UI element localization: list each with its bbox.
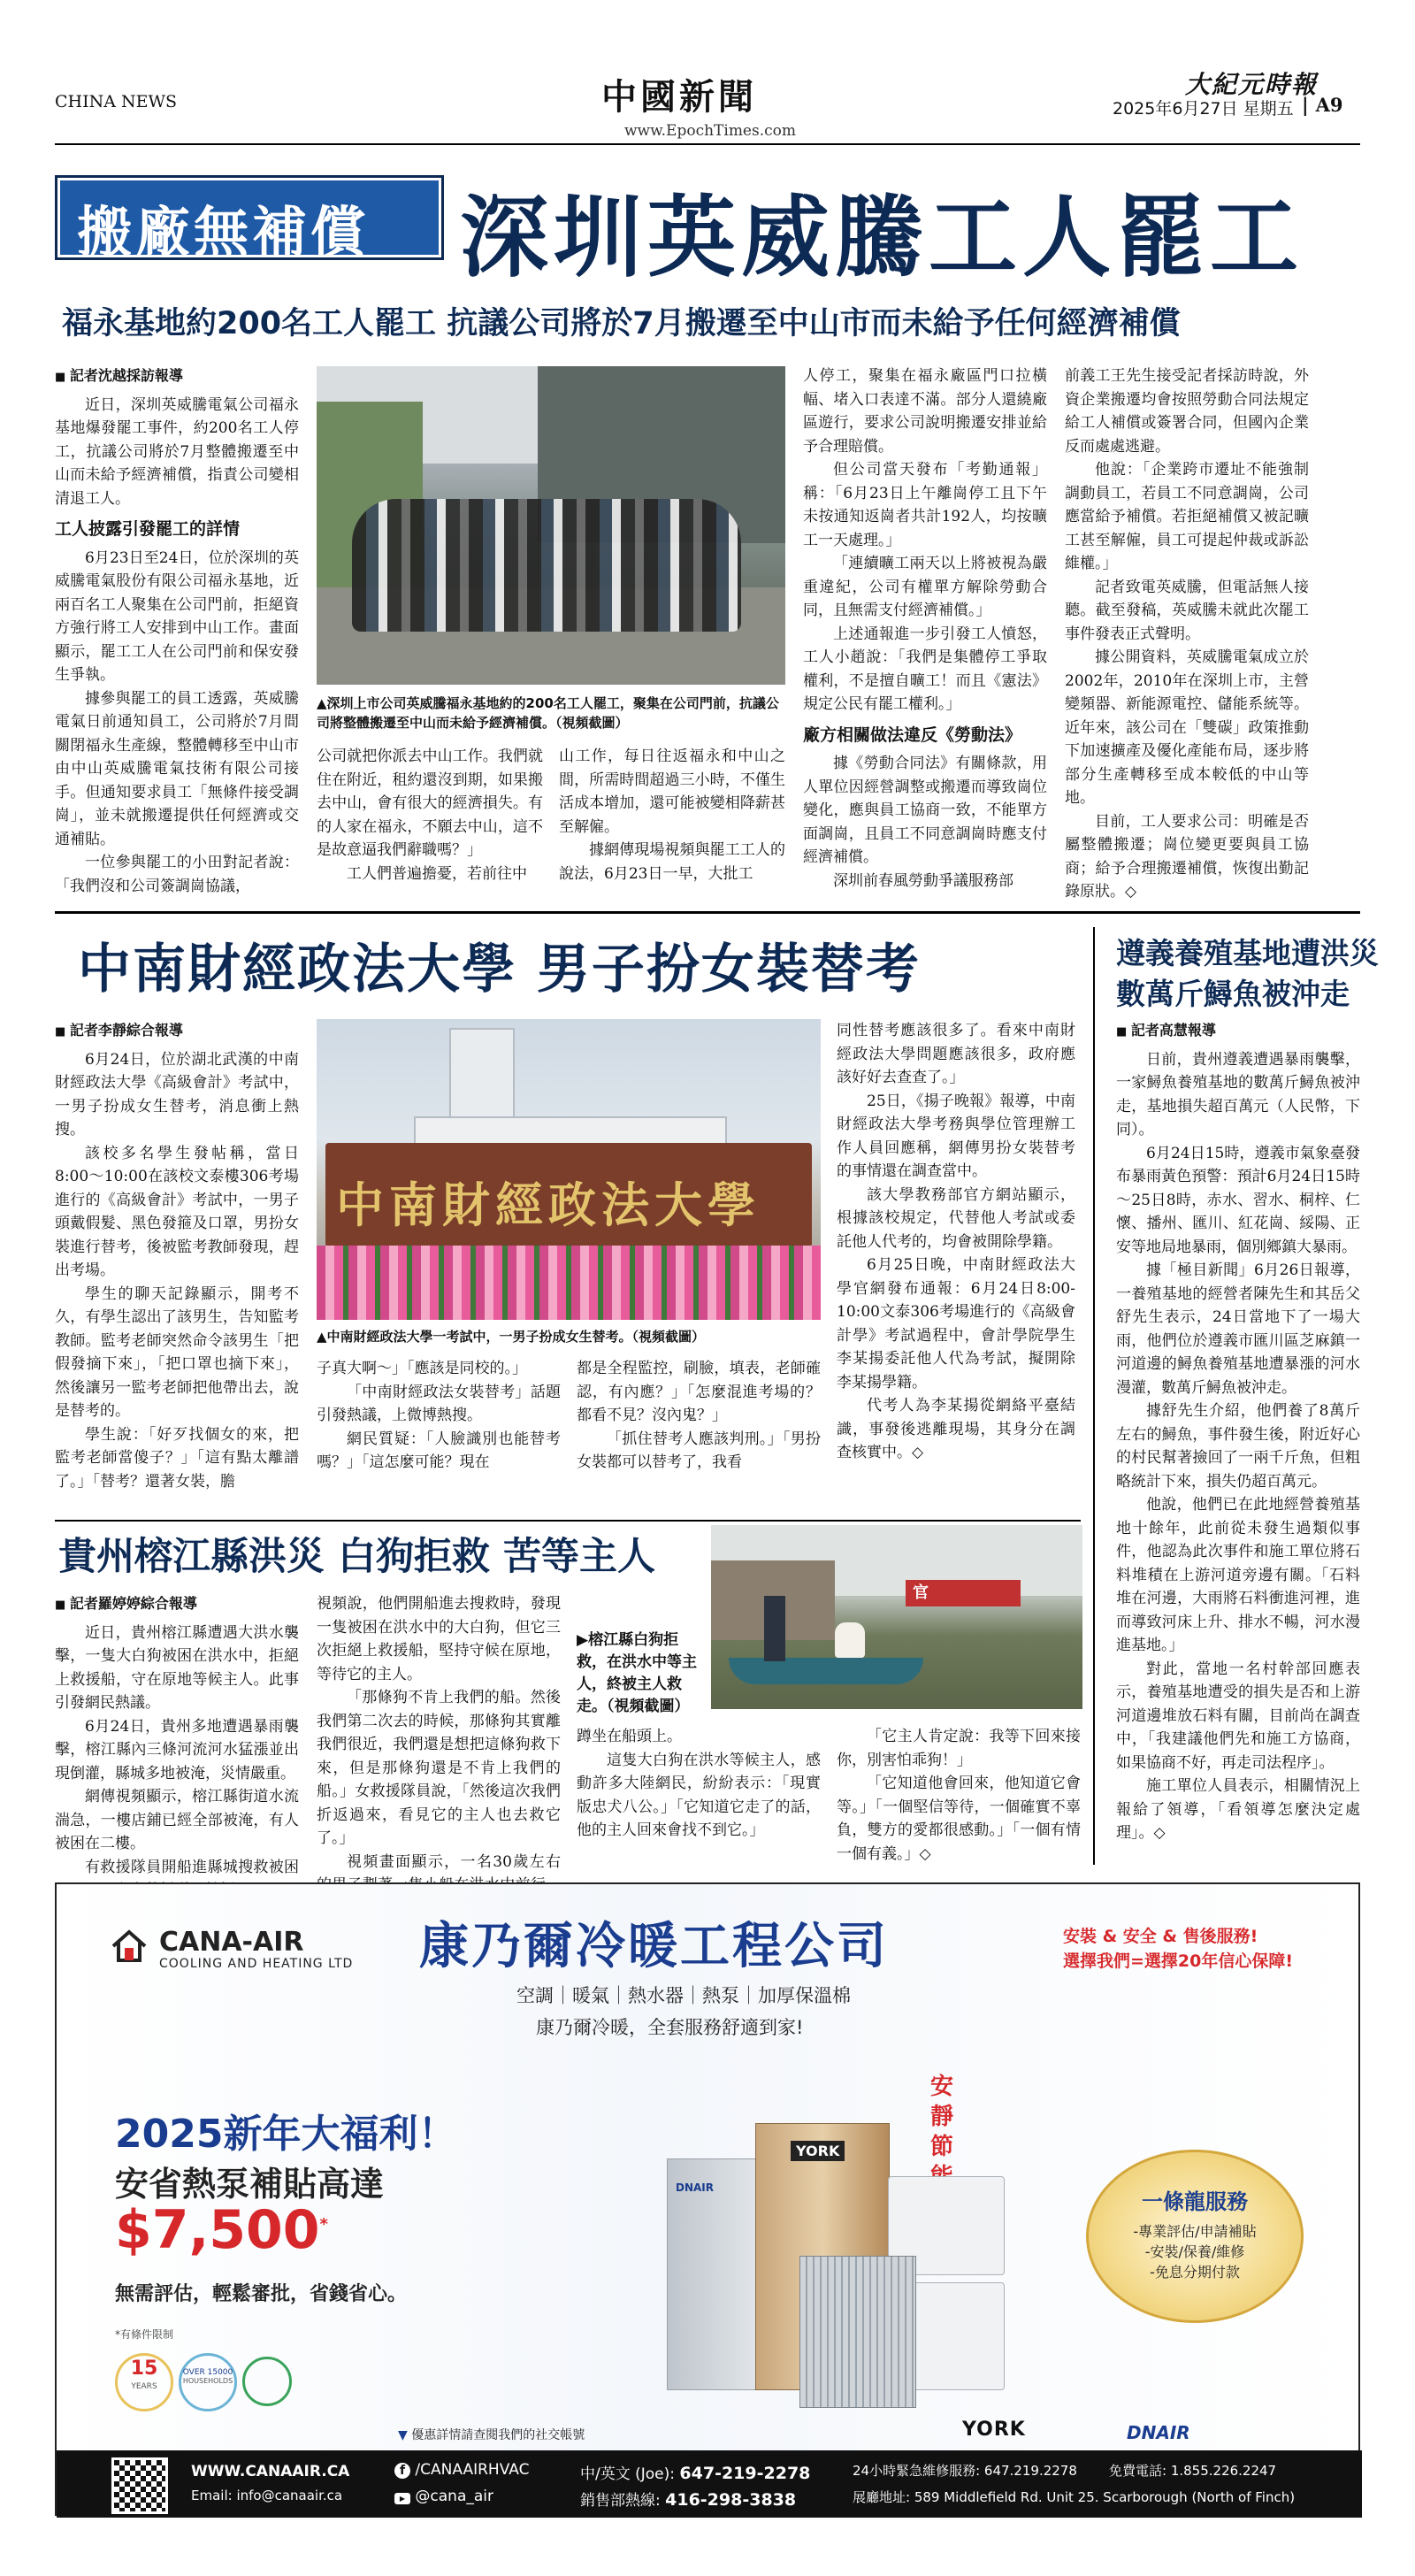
story2-column-4 <box>837 1019 1075 1506</box>
story4-column-2 <box>317 1592 561 1871</box>
promo-right-1: 安裝 & 安全 & 售後服務! <box>1063 1927 1258 1946</box>
story4-paragraph: 這隻大白狗在洪水等候主人，感動許多大陸網民，紛紛表示：「現實版忠犬八公。」「它知道它走了的話，他的主人回來會找不到它。」 <box>577 1751 821 1839</box>
story4-paragraph: 6月24日，貴州多地遭遇暴雨襲擊，榕江縣內三條河流河水猛漲並出現倒灌，縣城多地被淹，災情嚴重。 <box>55 1717 299 1782</box>
arrow-down-icon: ▼ <box>398 2428 408 2442</box>
story2-column-1 <box>55 1019 299 1506</box>
story2-column-3 <box>577 1357 821 1506</box>
lead-paragraph: 據參與罷工的員工透露，英威騰電氣日前通知員工，公司將於7月間關閉福永生產線，整體轉移至中山市由中山英威騰電氣技術有限公司接手。但通知要求員工「無條件接受調崗」，並未就搬遷提供任何經濟或交通補貼。 <box>55 689 299 848</box>
lead-paragraph: 山工作，每日往返福永和中山之間，所需時間超過三小時，不僅生活成本增加，還可能被變相降薪甚至解僱。 <box>559 748 785 836</box>
story4-column-1 <box>55 1592 299 1876</box>
hvac-units-image <box>640 2123 1003 2406</box>
story3-paragraph: 日前，貴州遵義遭遇暴雨襲擊，一家鱘魚養殖基地的數萬斤鱘魚被沖走，基地損失超百萬元（人民幣，下同）。 <box>1116 1050 1360 1138</box>
story2-paragraph: 網民質疑：「人臉識別也能替考嗎？」「這怎麼可能？現在 <box>317 1430 561 1471</box>
lead-column-1 <box>55 364 299 895</box>
section-label-en: CHINA NEWS <box>55 92 178 111</box>
story2-paragraph: 「中南財經政法女裝替考」話題引發熱議，上微博熱搜。 <box>317 1383 561 1424</box>
promo-amount: $7,500* <box>115 2199 328 2261</box>
youtube-icon: ▶ <box>394 2493 410 2504</box>
service-seal: 一條龍服務 -專業評估/申請補貼 -安裝/保養/維修 -免息分期付款 <box>1086 2150 1304 2323</box>
email-link[interactable]: Email: info@canaair.ca <box>191 2488 343 2503</box>
qr-code[interactable] <box>111 2457 168 2514</box>
lead-paragraph: 目前，工人要求公司：明確是否屬整體搬遷；崗位變更要與員工協商；給予合理搬遷補償，恢復出勤記錄原狀。◇ <box>1065 812 1309 901</box>
story2-paragraph: 代考人為李某揚從網絡平臺結識，事發後逃離現場，其身分在調查核實中。◇ <box>837 1397 1075 1461</box>
lead-paragraph: 公司就把你派去中山工作。我們就住在附近，租約還沒到期，如果搬去中山，會有很大的經濟損失。有的人家在福永，不願去中山，這不是故意逼我們辭職嗎？」 <box>317 748 543 859</box>
lead-tag: 搬廠無補償 <box>55 175 444 260</box>
tollfree-line[interactable]: 免費電話: 1.855.226.2247 <box>1109 2463 1277 2479</box>
story4-paragraph: 近日，貴州榕江縣遭遇大洪水襲擊，一隻大白狗被困在洪水中，拒絕上救援船，守在原地等候主人。此事引發網民熱議。 <box>55 1623 299 1712</box>
quiet-energy-text: 安靜節 <box>930 2074 954 2160</box>
lead-photo-caption: ▲深圳上市公司英威騰福永基地約的200名工人罷工，聚集在公司門前，抗議公司將整體搬遷至中山而未給予經濟補償。（視頻截圖） <box>317 695 779 731</box>
households-badge: OVER 15000 HOUSEHOLDS <box>179 2353 237 2411</box>
story2-paragraph: 學生說：「好歹找個女的來，把監考老師當傻子？」「這有點太離譜了。」「替考？還著女裝，膽 <box>55 1425 299 1491</box>
lead-paragraph: 他說：「企業跨市遷址不能強制調動員工，若員工不同意調崗，公司應當給予補償。若拒絕補償又被記曠工甚至解僱，員工可提起仲裁或訴訟維權。」 <box>1065 461 1309 572</box>
story4-photo-flood <box>711 1525 1082 1709</box>
story4-paragraph: 有救援隊員開船進縣城搜救被困 <box>85 1858 299 1876</box>
site-url[interactable]: www.EpochTimes.com <box>624 122 796 140</box>
story4-byline: ■ 記者羅婷婷綜合報導 <box>55 1592 299 1618</box>
contact-bar <box>57 2450 1362 2518</box>
story2-paragraph: 同性替考應該很多了。看來中南財經政法大學問題應該很多，政府應該好好去查查了。」 <box>837 1022 1075 1086</box>
house-icon <box>110 1927 149 1966</box>
promo-title: 2025新年大福利！ <box>115 2112 457 2157</box>
facebook-link[interactable]: f /CANAAIRHVAC <box>394 2461 529 2479</box>
lead-headline: 深圳英威騰工人罷工 <box>460 186 1304 289</box>
youtube-link[interactable]: ▶ @cana_air <box>394 2488 493 2505</box>
story3-column <box>1116 1019 1360 1868</box>
story3-paragraph: 對此，當地一名村幹部回應表示，養殖基地遭受的損失是否和上游河道邊堆放石料有關，目前尚在調查中，「我建議他們先和施工方協商，如果協商不好，再走司法程序」。 <box>1116 1660 1360 1772</box>
issue-date: 2025年6月27日 星期五 <box>1113 99 1294 119</box>
york-logo: YORK <box>962 2419 1026 2441</box>
story2-paragraph: 子真大啊～」「應該是同校的。」 <box>317 1360 527 1377</box>
story4-paragraph: 視頻說，他們開船進去搜救時，發現一隻被困在洪水中的大白狗，但它三次拒絕上救援船，堅持守候在原地，等待它的主人。 <box>317 1595 561 1683</box>
lead-paragraph: 近日，深圳英威騰電氣公司福永基地爆發罷工事件，約200名工人停工，抗議公司將於7月整體搬遷至中山而未給予經濟補償，指責公司變相清退工人。 <box>55 395 299 508</box>
sidebar-divider <box>1093 927 1095 1865</box>
story2-headline: 中南財經政法大學 男子扮女裝替考 <box>78 939 921 1000</box>
story4-column-3 <box>577 1725 821 1867</box>
story4-paragraph: 「它主人肯定說：我等下回來接你，別害怕乖狗！」 <box>837 1728 1081 1769</box>
promo-right-2: 選擇我們=選擇20年信心保障! <box>1063 1951 1294 1971</box>
lead-paragraph: 據公開資料，英威騰電氣成立於2002年，2010年在深圳上市，主營變頻器、新能源電控、儲能系統等。近年來，該公司在「雙碳」政策推動下加速擴產及優化產能布局，逐步將部分生產轉移至成本較低的中山等地。 <box>1065 648 1309 807</box>
story2-paragraph: 該大學教務部官方網站顯示，根據該校規定，代替他人考試或委託他人代考的，均會被開除學籍。 <box>837 1185 1075 1251</box>
service-list: 空調｜暖氣｜熱水器｜熱泵｜加厚保溫棉 <box>516 1985 851 2006</box>
story2-paragraph: 學生的聊天記錄顯示，開考不久，有學生認出了該男生，告知監考教師。監考老師突然命令該男生「把假發摘下來」，「把口罩也摘下來」，然後讓另一監考老師把他帶出去，說是替考的。 <box>55 1284 299 1420</box>
company-name-zh: 康乃爾冷暖工程公司 <box>419 1917 889 1975</box>
masthead-rule <box>55 143 1360 145</box>
story2-paragraph: 該校多名學生發帖稱，當日8:00～10:00在該校文泰樓306考場進行的《高級會計》考試中，一男子頭戴假髮、黑色發箍及口罩，男扮女裝進行替考，後被監考教師發現，趕出考場。 <box>55 1144 299 1279</box>
story4-paragraph: 「那條狗不肯上我們的船。然後我們第二次去的時候，那條狗其實離我們很近，我們還是想把這條狗救下來，但是那條狗還是不肯上我們的船。」女救援隊員說，「然後這次我們折返過來，看見它的主人也去救它了。」 <box>317 1689 561 1847</box>
website-link[interactable]: WWW.CANAAIR.CA <box>191 2463 350 2480</box>
lead-paragraph: 前義工王先生接受記者採訪時說，外資企業搬遷均會按照勞動合同法規定給工人補償或簽署合同，但國內企業反而處處逃避。 <box>1065 367 1309 456</box>
lead-paragraph: 但公司當天發布「考勤通報」稱：「6月23日上午離崗停工且下午未按通知返崗者共計192人，均按曠工一天處理。」 <box>803 461 1047 549</box>
social-prompt: ▼ 優惠詳情請查閱我們的社交帳號 <box>398 2428 585 2442</box>
paper-name: 大紀元時報 <box>1185 70 1319 99</box>
lead-subtitle-2: 廠方相關做法違反《勞動法》 <box>803 724 1022 745</box>
story4-paragraph: 網傳視頻顯示，榕江縣街道水流湍急，一樓店鋪已經全部被淹，有人被困在二樓。 <box>55 1788 299 1852</box>
story2-photo-campus <box>317 1019 821 1320</box>
promo-note: 無需評估，輕鬆審批，省錢省心。 <box>115 2283 408 2305</box>
lead-paragraph: 6月23日至24日，位於深圳的英威騰電氣股份有限公司福永基地，近兩百名工人聚集在公司門前，拒絕資方強行將工人安排到中山工作。畫面顯示，罷工工人在公司門前和保安發生爭執。 <box>55 548 299 684</box>
lead-paragraph: 深圳前春風勞動爭議服務部 <box>833 871 1013 890</box>
story4-headline: 貴州榕江縣洪災 白狗拒救 苦等主人 <box>58 1535 655 1579</box>
years-badge: 15 YEARS <box>115 2353 173 2411</box>
story3-paragraph: 他說，他們已在此地經營養殖基地十餘年，此前從未發生過類似事件，他認為此次事件和施工單位將石料堆積在上游河道旁邊有關。「石料堆在河邊，大雨將石料衝進河裡，進而導致河床上升、排水不暢，河水漫進基地。」 <box>1116 1496 1360 1654</box>
emergency-line[interactable]: 24小時緊急維修服務: 647.219.2278 <box>853 2463 1077 2479</box>
dnair-logo: DNAIR <box>1127 2422 1190 2443</box>
campus-sign: 中南財經政法大學 <box>336 1177 761 1233</box>
phone-line[interactable]: 中/英文 (Joe): 647-219-2278 <box>580 2464 811 2483</box>
story3-headline-2: 數萬斤鱘魚被沖走 <box>1116 977 1350 1011</box>
story2-paragraph: 25日，《揚子晚報》報導，中南財經政法大學考務與學位管理辦工作人員回應稱，網傳男扮女裝替考的事情還在調查當中。 <box>837 1092 1075 1180</box>
shop-sign: 官 <box>906 1580 1021 1606</box>
story3-byline: ■ 記者高慧報導 <box>1116 1019 1360 1045</box>
section-title: 中國新聞 <box>601 77 757 118</box>
york-label: YORK <box>791 2141 845 2161</box>
ad-tagline: 康乃爾冷暖，全套服務舒適到家! <box>536 2017 804 2038</box>
promo-subtitle: 安省熱泵補貼高達 <box>115 2165 385 2204</box>
section-rule-1 <box>55 911 1360 914</box>
brand-name: CANA-AIR <box>159 1927 304 1958</box>
lead-paragraph: 工人們普遍擔憂，若前往中 <box>347 864 527 883</box>
section-rule-2 <box>55 1520 1081 1522</box>
lead-subtitle-1: 工人披露引發罷工的詳情 <box>55 519 241 539</box>
story2-paragraph: 6月25日晚，中南財經政法大學官網發布通報：6月24日8:00-10:00文泰306考場進行的《高級會計學》考試過程中，會計學院學生李某揚委託他人代為考試，擬開除李某揚學籍。 <box>837 1256 1075 1392</box>
story4-paragraph: 「它知道他會回來，他知道它會等。」「一個堅信等待，一個確實不辜負，雙方的愛都很感動。」「一個有情一個有義。」◇ <box>837 1775 1081 1863</box>
brand-subtitle: COOLING AND HEATING LTD <box>159 1957 354 1971</box>
advertisement[interactable] <box>55 1882 1360 2516</box>
lead-column-3 <box>559 745 785 895</box>
page-number: | A9 <box>1302 94 1343 116</box>
story2-column-2 <box>317 1357 561 1506</box>
address-line: 展廳地址: 589 Middlefield Rd. Unit 25. Scarborough (North of Finch) <box>853 2489 1296 2505</box>
story4-photo-caption: ▶榕江縣白狗拒救，在洪水中等主人，終被主人救走。（視頻截圖） <box>577 1631 697 1715</box>
lead-column-5 <box>1065 364 1309 901</box>
story2-byline: ■ 記者李靜綜合報導 <box>55 1019 299 1045</box>
sales-line[interactable]: 銷售部熱線: 416-298-3838 <box>580 2490 797 2510</box>
facebook-icon: f <box>394 2463 410 2479</box>
dnair-label: DNAIR <box>676 2181 714 2194</box>
story3-paragraph: 施工單位人員表示，相關情況上報給了領導，「看領導怎麼決定處理」。◇ <box>1116 1777 1360 1842</box>
lead-paragraph: 據網傳現場視頻與罷工工人的說法，6月23日一早，大批工 <box>559 841 785 883</box>
leaf-badge <box>242 2357 292 2406</box>
story2-paragraph: 「抓住替考人應該判刑。」「男扮女裝都可以替考了，我看 <box>577 1430 821 1471</box>
story2-photo-caption: ▲中南財經政法大學一考試中，一男子扮成女生替考。（視頻截圖） <box>317 1329 706 1345</box>
lead-paragraph: 「連續曠工兩天以上將被視為嚴重違紀，公司有權單方解除勞動合同，且無需支付經濟補償。」 <box>803 555 1047 619</box>
story4-paragraph: 視頻畫面顯示，一名30歲左右 <box>347 1852 561 1871</box>
story3-paragraph: 據舒先生介紹，他們養了8萬斤左右的鱘魚，事件發生後，附近好心的村民幫著撿回了一兩千斤魚，但粗略統計下來，損失仍超百萬元。 <box>1116 1402 1360 1491</box>
lead-paragraph: 記者致電英威騰，但電話無人接聽。截至發稿，英威騰未就此次罷工事件發表正式聲明。 <box>1065 578 1309 643</box>
lead-subhead: 福永基地約200名工人罷工 抗議公司將於7月搬遷至中山市而未給予任何經濟補償 <box>62 306 1181 341</box>
story3-paragraph: 據「極目新聞」6月26日報導，一養殖基地的經營者陳先生和其岳父舒先生表示，24日當地下了一場大雨，他們位於遵義市匯川區芝麻鎮一河道邊的鱘魚養殖基地遭暴漲的河水漫灌，數萬斤鱘魚被沖走。 <box>1116 1261 1360 1397</box>
story2-paragraph: 6月24日，位於湖北武漢的中南財經政法大學《高級會計》考試中，一男子扮成女生替考，消息衝上熱搜。 <box>55 1050 299 1138</box>
lead-paragraph: 人停工，聚集在福永廠區門口拉橫幅、堵入口表達不滿。部分人還繞廠區遊行，要求公司說明搬遷安排並給予合理賠償。 <box>803 367 1047 456</box>
lead-column-2 <box>317 745 543 895</box>
lead-paragraph: 據《勞動合同法》有關條款，用人單位因經營調整或搬遷而導致崗位變化，應與員工協商一致，不能單方面調崗，且員工不同意調崗時應支付經濟補償。 <box>803 755 1047 866</box>
fine-print: *有條件限制 <box>115 2328 174 2341</box>
story2-paragraph: 都是全程監控，刷臉，填表，老師確認，有內應？」「怎麼混進考場的？都看不見？沒內鬼？」 <box>577 1360 821 1424</box>
lead-column-4 <box>803 364 1047 895</box>
lead-paragraph: 上述通報進一步引發工人憤怒，工人小趙說：「我們是集體停工爭取權利，不是擅自曠工！而且《憲法》規定公民有罷工權利。」 <box>803 625 1047 713</box>
story4-paragraph: 蹲坐在船頭上。 <box>577 1728 682 1745</box>
lead-byline: ■ 記者沈越採訪報導 <box>55 364 299 390</box>
lead-photo-strike <box>317 366 785 685</box>
lead-paragraph: 一位參與罷工的小田對記者說：「我們沒和公司簽調崗協議， <box>55 854 299 895</box>
story4-column-4 <box>837 1725 1081 1867</box>
story3-paragraph: 6月24日15時，遵義市氣象臺發布暴雨黃色預警：預計6月24日15時～25日8時，赤水、習水、桐梓、仁懷、播州、匯川、紅花崗、綏陽、正安等地局地暴雨，個別鄉鎮大暴雨。 <box>1116 1144 1360 1256</box>
story3-headline-1: 遵義養殖基地遭洪災 <box>1116 936 1379 970</box>
